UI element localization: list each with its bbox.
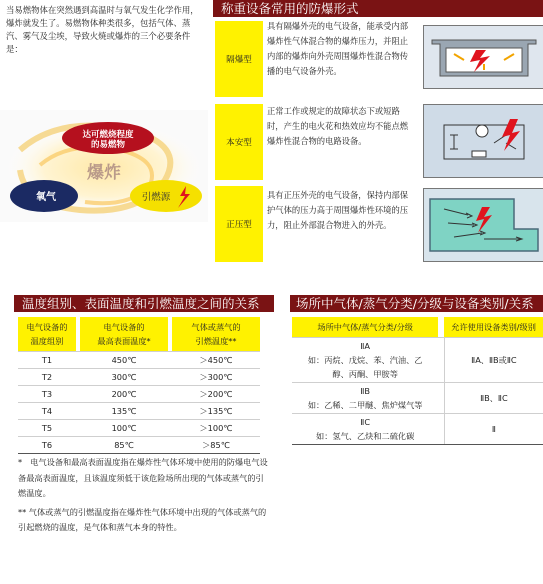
table-row: T3 200℃ ＞200℃: [18, 386, 260, 403]
note-surface-temperature: * 电气设备和最高表面温度指在爆炸性气体环境中使用的防爆电气设备最高表面温度，且该温度须低于该危险场所出现的气体或蒸气的引燃温度。: [18, 457, 268, 498]
temperature-table: [18, 317, 260, 454]
note-ignition-temperature: ** 气体或蒸气的引燃温度指在爆炸性气体环境中出现的气体或蒸气的引起燃烧的温度，是气体和蒸气本身的特性。: [18, 506, 267, 532]
fuel-label-line1: 达可燃烧程度: [82, 130, 134, 140]
temp-header-group: 电气设备的 温度组别: [18, 317, 76, 352]
ex-label-pressurized: 正压型: [215, 186, 263, 262]
pressurized-enclosure-icon: [424, 189, 543, 261]
ignition-circle: [130, 180, 202, 212]
ex-row-intrinsic: [215, 100, 543, 182]
flameproof-enclosure-icon: [424, 26, 543, 88]
fuel-circle: [62, 122, 154, 154]
ex-label-intrinsic: 本安型: [215, 104, 263, 180]
gas-table-header: [292, 317, 543, 338]
ex-row-pressurized: [215, 184, 543, 266]
oxygen-label: 氧气: [36, 192, 56, 203]
fire-triangle-diagram: [0, 110, 208, 222]
ex-desc-flameproof: 具有隔爆外壳的电气设备，能承受内部爆炸性气体混合物的爆炸压力，并阻止内部的爆炸向外壳周围爆炸性混合物传播的电气设备外壳。: [267, 21, 409, 76]
table-row: ⅡC 如：氢气、乙炔和二硫化碳 Ⅱ: [292, 414, 543, 445]
table-row: T6 85℃ ＞85℃: [18, 437, 260, 454]
ex-desc-pressurized: 具有正压外壳的电气设备，保持内部保护气体的压力高于周围爆炸性环境的压力，阻止外部混合物进入的外壳。: [267, 190, 409, 230]
temp-header-ignition: 气体或蒸气的 引燃温度**: [172, 317, 260, 352]
intrinsic-safety-circuit-icon: [424, 105, 543, 177]
ignition-label: 引燃源: [141, 192, 171, 203]
temp-header-surface: 电气设备的 最高表面温度*: [80, 317, 168, 352]
table-row: T1 450℃ ＞450℃: [18, 352, 260, 369]
temp-section-title: 温度组别、表面温度和引燃温度之间的关系: [14, 295, 274, 312]
temperature-notes: [18, 455, 270, 536]
gas-classification-table: [292, 317, 543, 445]
temperature-table-header: [18, 317, 260, 352]
explosion-center-label: 爆炸: [87, 163, 121, 183]
flameproof-enclosure-image: [423, 25, 543, 89]
ex-desc-intrinsic: 正常工作或规定的故障状态下或短路时，产生的电火花和热效应均不能点燃爆炸性混合物的电路设备。: [267, 106, 409, 146]
ex-label-flameproof: 隔爆型: [215, 21, 263, 97]
table-row: T2 300℃ ＞300℃: [18, 369, 260, 386]
explosion-section-title: 称重设备常用的防爆形式: [213, 0, 543, 17]
fire-triangle-graphic: [0, 110, 208, 222]
table-row: T4 135℃ ＞135℃: [18, 403, 260, 420]
table-row: T5 100℃ ＞100℃: [18, 420, 260, 437]
intro-paragraph: 当易燃物体在突然遇到高温时与氧气发生化学作用，爆炸就发生了。易燃物体种类很多，包括气体、蒸汽、雾气及尘埃，导致火焼或爆炸的三个必要条件是：: [6, 5, 199, 54]
oxygen-circle: [10, 180, 78, 212]
gas-section-title: 场所中气体/蒸气分类/分级与设备类别/关系: [290, 295, 543, 312]
fuel-label-line2: 的易燃物: [90, 140, 126, 150]
intrinsic-safety-image: [423, 104, 543, 178]
ex-row-flameproof: [215, 17, 543, 99]
gas-header-equipment: 允许使用设备类别/级别: [444, 317, 543, 338]
gas-header-classification: 场所中气体/蒸气分类/分级: [292, 317, 438, 338]
table-row: ⅡB 如：乙稀、二甲醚、焦炉煤气等 ⅡB、ⅡC: [292, 383, 543, 414]
table-row: ⅡA 如：丙烷、戊烷、苯、汽油、乙 醇、丙酮、甲胺等 ⅡA、ⅡB或ⅡC: [292, 338, 543, 383]
pressurized-enclosure-image: [423, 188, 543, 262]
